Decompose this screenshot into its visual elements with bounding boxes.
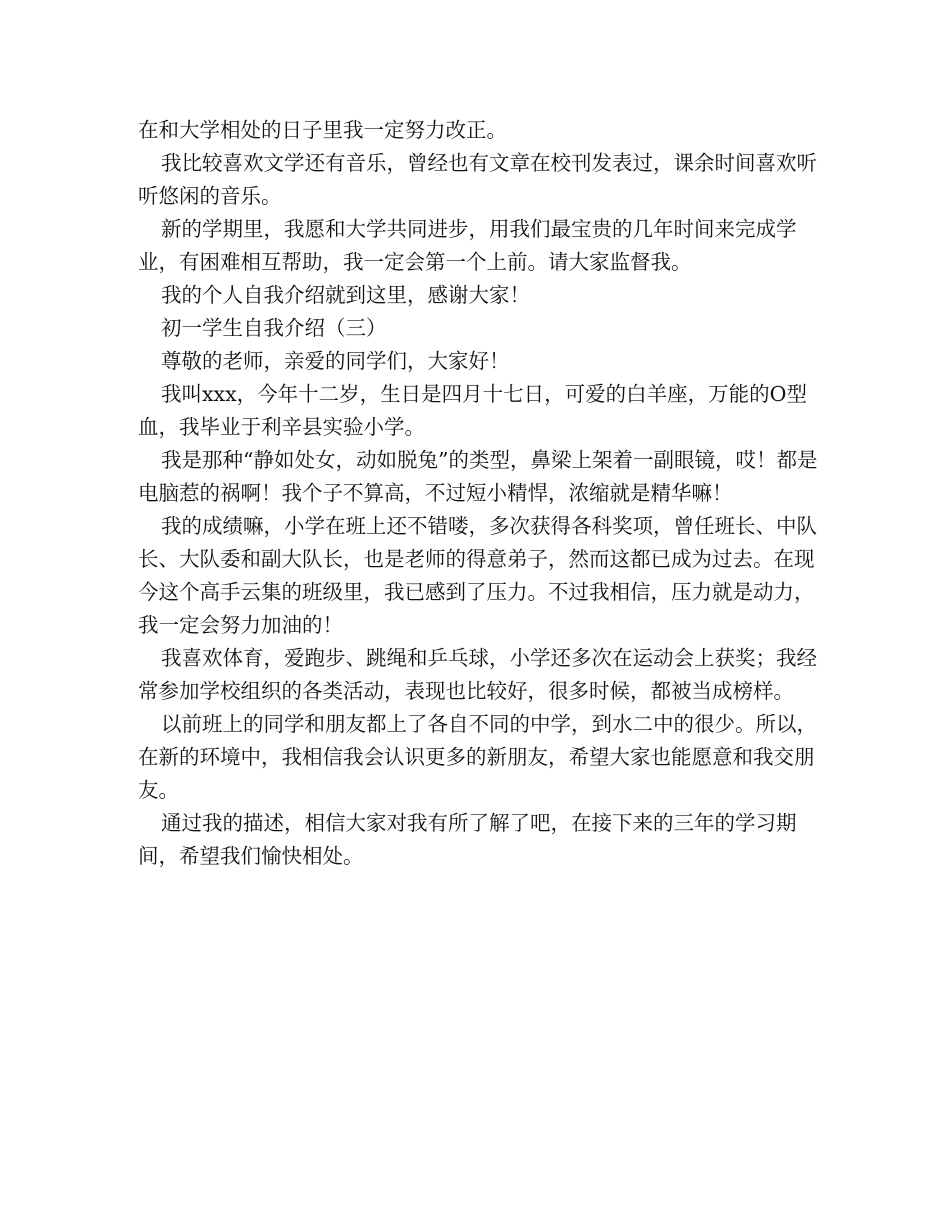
paragraph-7: 我叫xxx，今年十二岁，生日是四月十七日，可爱的白羊座，万能的O型血，我毕业于利辛县实验小学。	[138, 382, 807, 439]
paragraph-12: 通过我的描述，相信大家对我有所了解了吧，在接下来的三年的学习期间，希望我们愉快相处。	[138, 811, 797, 868]
document-body	[138, 114, 828, 873]
paragraph-3: 新的学期里，我愿和大学共同进步，用我们最宝贵的几年时间来完成学业，有困难相互帮助，我一定会第一个上前。请大家监督我。	[138, 217, 797, 274]
paragraph-1: 在和大学相处的日子里我一定努力改正。	[138, 118, 507, 142]
paragraph-8: 我是那种“静如处女，动如脱兔”的类型，鼻梁上架着一副眼镜，哎！都是电脑惹的祸啊！我个子不算高，不过短小精悍，浓缩就是精华嘛！	[138, 448, 818, 505]
paragraph-2: 我比较喜欢文学还有音乐，曾经也有文章在校刊发表过，课余时间喜欢听听悠闲的音乐。	[138, 151, 817, 208]
paragraph-9: 我的成绩嘛，小学在班上还不错喽，多次获得各科奖项，曾任班长、中队长、大队委和副大队长，也是老师的得意弟子，然而这都已成为过去。在现今这个高手云集的班级里，我已感到了压力。不过我相信，压力就是动力，我一定会努力加油的！	[138, 514, 817, 637]
section-heading: 初一学生自我介绍（三）	[161, 316, 387, 340]
paragraph-10: 我喜欢体育，爱跑步、跳绳和乒乓球，小学还多次在运动会上获奖；我经常参加学校组织的各类活动，表现也比较好，很多时候，都被当成榜样。	[138, 646, 817, 703]
paragraph-4: 我的个人自我介绍就到这里，感谢大家！	[161, 283, 530, 307]
greeting-paragraph: 尊敬的老师，亲爱的同学们，大家好！	[161, 349, 510, 373]
paragraph-11: 以前班上的同学和朋友都上了各自不同的中学，到水二中的很少。所以，在新的环境中，我相信我会认识更多的新朋友，希望大家也能愿意和我交朋友。	[138, 712, 817, 802]
